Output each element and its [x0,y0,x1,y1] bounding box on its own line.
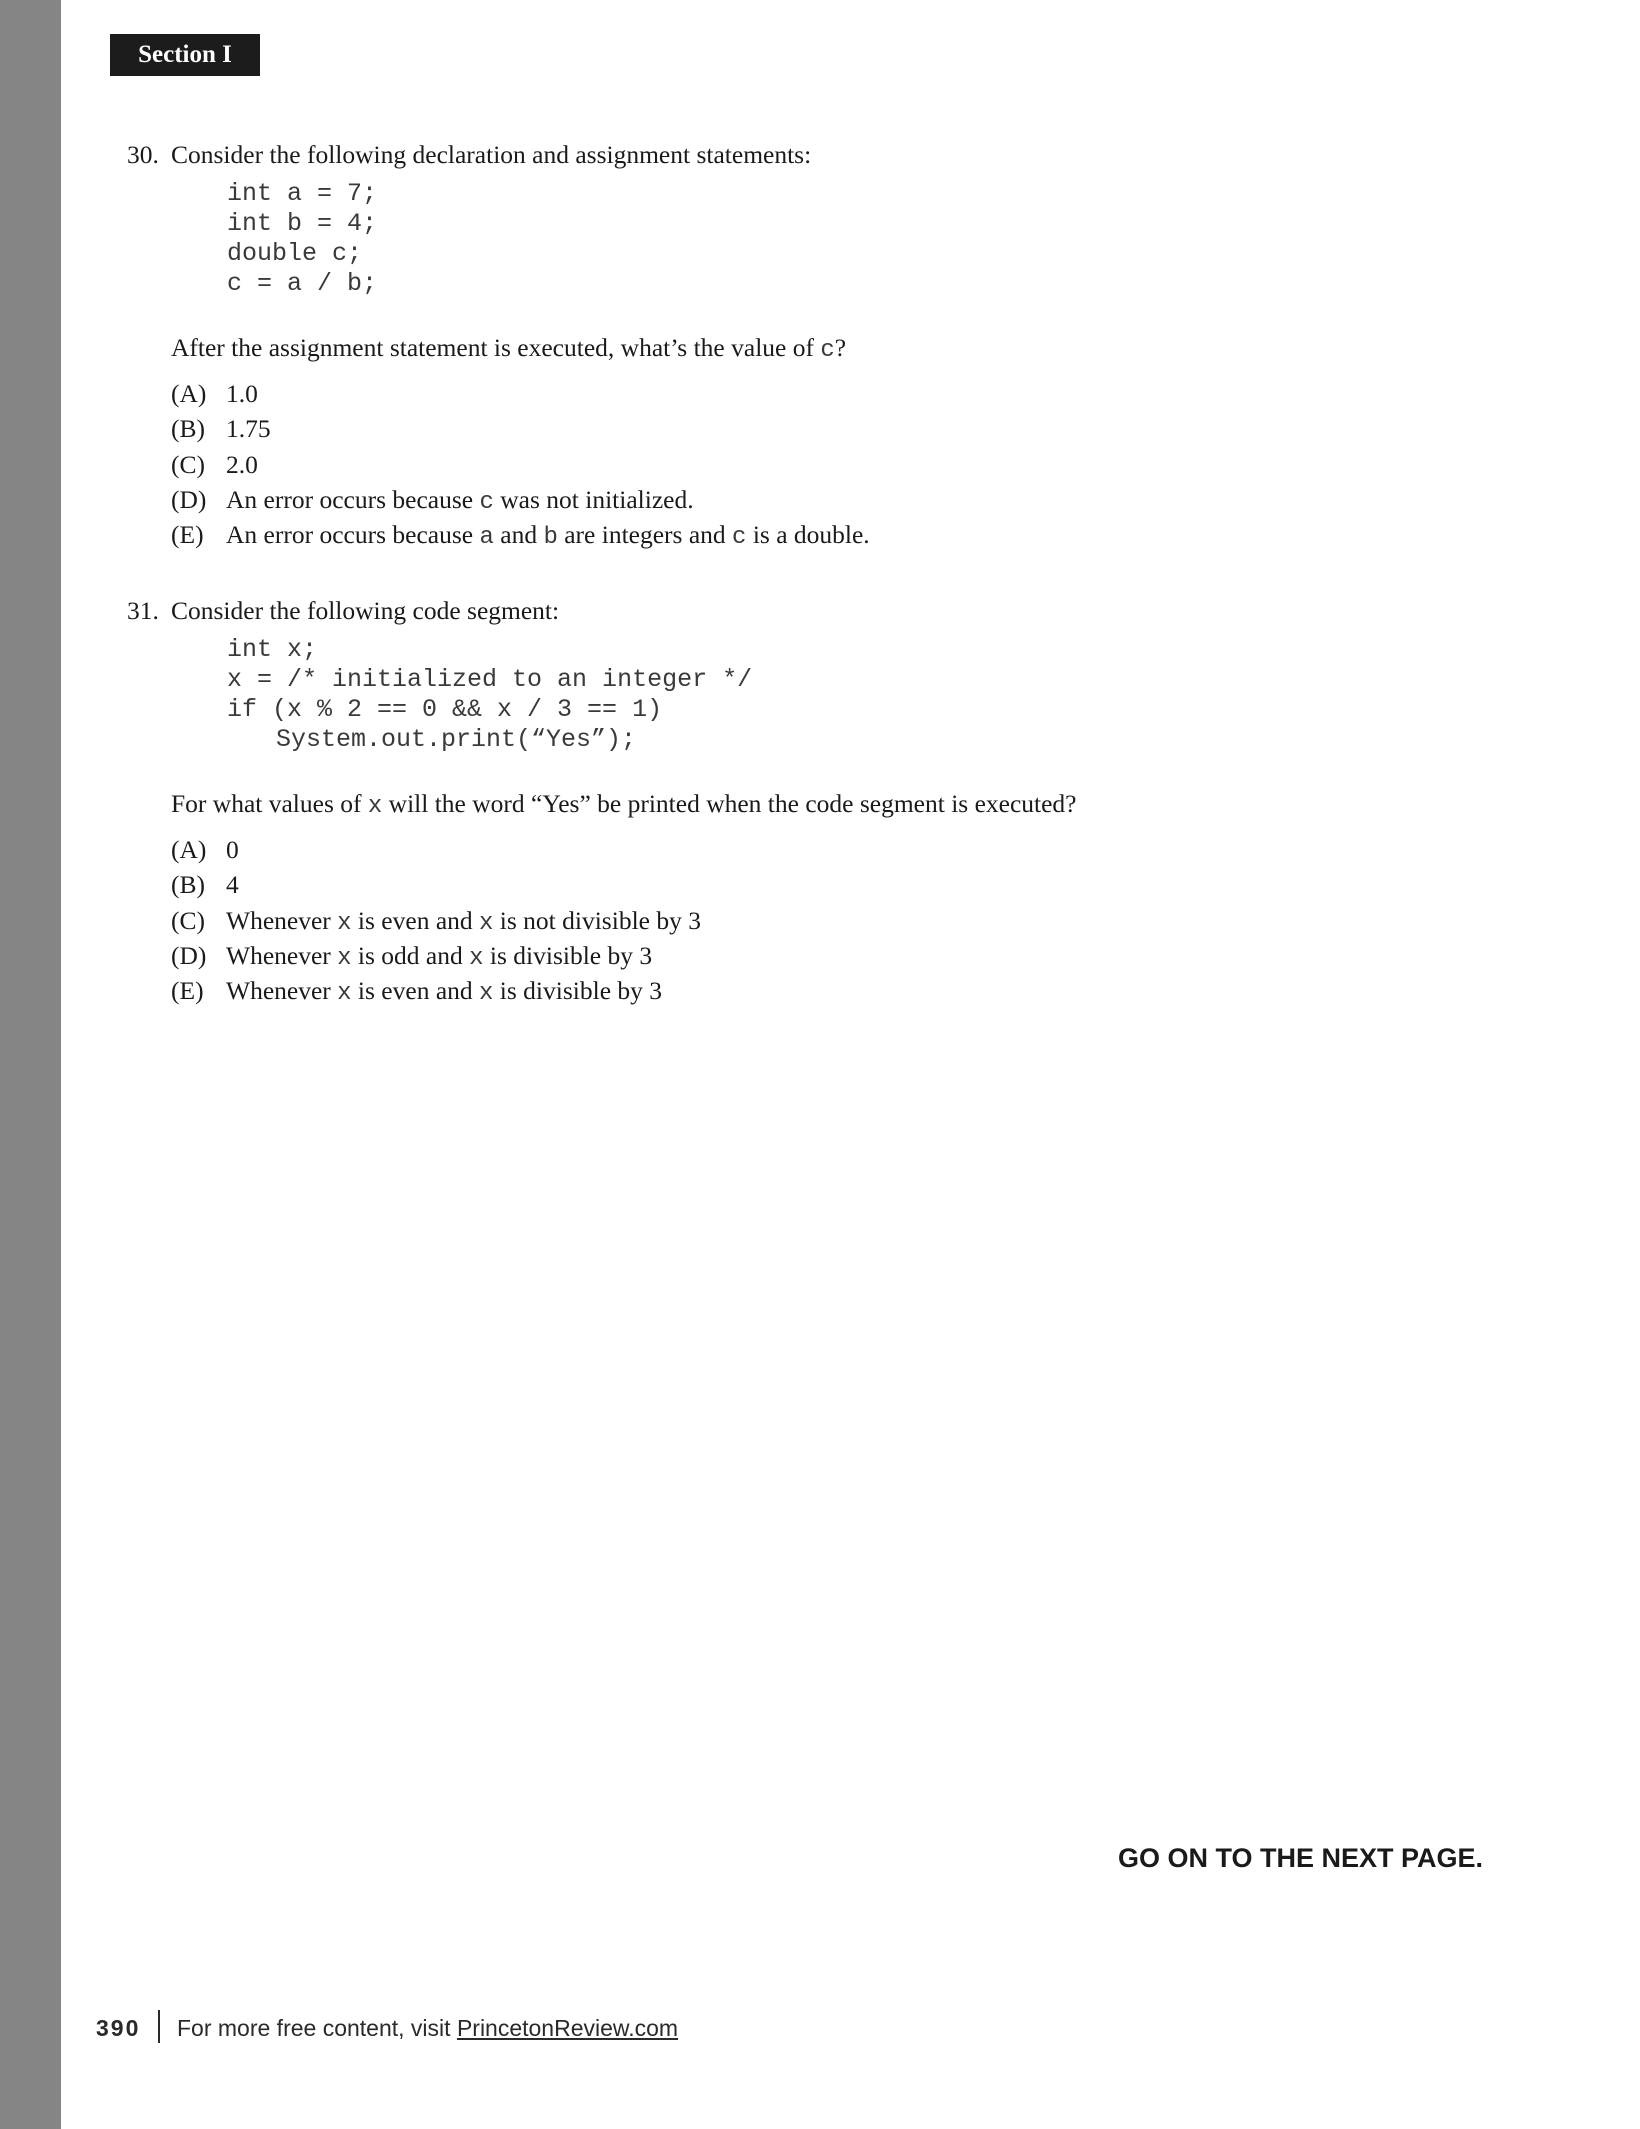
answer-choice[interactable] [171,973,1427,1008]
choice-text [226,867,239,902]
choice-text [226,903,701,941]
choice-fragment: An error occurs because [226,484,480,514]
choice-fragment: is even and [351,905,480,935]
choice-letter: (D) [171,484,207,514]
code-line: int x; [227,635,318,664]
answer-choice[interactable] [171,903,1427,938]
page-number: 390 [96,2015,141,2041]
go-on-next-page: GO ON TO THE NEXT PAGE. [1117,1843,1483,1873]
choice-letter: (C) [171,905,205,935]
choice-fragment: is divisible by 3 [493,976,663,1006]
choice-code: b [543,524,558,552]
code-line: int a = 7; [227,179,378,208]
choice-text [226,938,652,976]
code-line: double c; [227,239,363,268]
choice-code: c [479,488,494,516]
question-stem-text: Consider the following declaration and assignment statements: [171,140,812,169]
code-line: if (x % 2 == 0 && x / 3 == 1) [227,695,663,724]
footer-caption: For more free content, visit [177,2015,457,2041]
question-stem [127,593,1427,629]
choice-code: x [469,944,484,972]
choice-fragment: is not divisible by 3 [493,905,701,935]
choice-letter: (E) [171,976,204,1006]
question-stem-text: Consider the following code segment: [171,596,560,625]
choice-fragment: 1.75 [226,414,271,444]
code-block [227,635,1427,755]
choice-fragment: 0 [226,835,239,864]
choice-text [226,973,662,1011]
choice-fragment: is a double. [746,520,870,550]
choice-code: x [479,980,494,1008]
choice-text [226,517,870,555]
choice-text [226,447,258,482]
question-number: 31. [127,596,159,625]
code-line: int b = 4; [227,209,378,238]
choice-letter: (E) [171,520,204,550]
code-line: x = /* initialized to an integer */ [227,665,753,694]
choice-code: x [479,909,494,937]
choice-code: x [337,909,352,937]
choice-fragment: is odd and [351,940,470,970]
choice-fragment: Whenever [226,976,338,1006]
prompt-text: For what values of [171,789,368,818]
choice-code: c [732,524,747,552]
choice-code: x [337,944,352,972]
question-prompt [171,330,1427,366]
question-31 [127,593,1427,1008]
answer-choice[interactable] [171,867,1427,902]
answer-choices [171,832,1427,1008]
choice-fragment: Whenever [226,940,338,970]
answer-choice[interactable] [171,938,1427,973]
section-label: Section I [110,34,260,76]
choice-fragment: 2.0 [226,449,258,479]
prompt-text: will the word “Yes” be printed when the code segment is executed? [382,789,1077,818]
footer-text [177,2015,678,2042]
prompt-code: x [367,793,383,820]
choice-fragment: is divisible by 3 [483,940,653,970]
side-margin-bar [0,0,61,2129]
answer-choice[interactable] [171,376,1427,411]
question-stem [127,137,1427,173]
choice-fragment: An error occurs because [226,520,480,550]
choice-code: x [337,980,352,1008]
choice-fragment: is even and [351,976,480,1006]
choice-fragment: Whenever [226,905,338,935]
question-prompt [171,786,1427,822]
choice-text [226,482,694,520]
footer-divider [158,2010,160,2043]
answer-choices [171,376,1427,552]
choice-letter: (D) [171,940,207,970]
choice-fragment: was not initialized. [493,484,694,514]
prompt-text: After the assignment statement is executed, what’s the value of [171,333,821,362]
answer-choice[interactable] [171,517,1427,552]
answer-choice[interactable] [171,482,1427,517]
princeton-review-link[interactable]: PrincetonReview.com [456,2015,679,2041]
code-line: c = a / b; [227,269,378,298]
choice-fragment: and [493,520,544,550]
choice-fragment: 4 [226,870,239,900]
question-number: 30. [127,140,159,169]
choice-letter: (B) [171,870,205,900]
answer-choice[interactable] [171,447,1427,482]
choice-letter: (A) [171,379,207,408]
code-block [227,179,1427,299]
answer-choice[interactable] [171,832,1427,867]
prompt-code: c [820,337,835,364]
code-line: System.out.print(“Yes”); [276,725,637,754]
choice-letter: (A) [171,835,207,864]
choice-fragment: 1.0 [226,379,258,408]
prompt-text: ? [834,333,847,362]
choice-text [226,376,258,411]
choice-text [226,411,271,446]
choice-text [226,832,239,867]
choice-letter: (C) [171,449,205,479]
answer-choice[interactable] [171,411,1427,446]
choice-letter: (B) [171,414,205,444]
choice-fragment: are integers and [557,520,733,550]
question-30 [127,137,1427,552]
choice-code: a [479,524,494,552]
